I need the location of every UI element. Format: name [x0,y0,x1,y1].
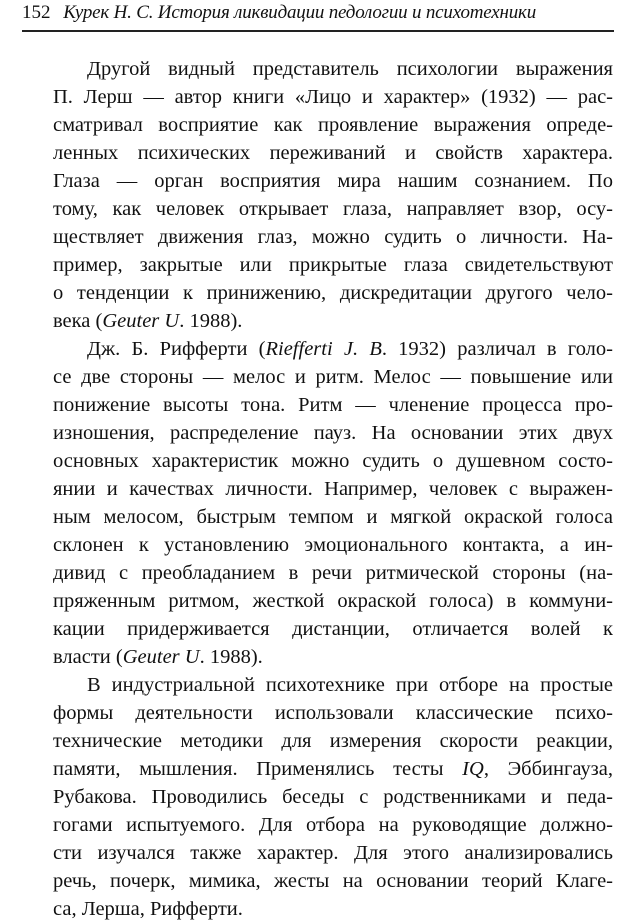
text-line: кации придерживается дистанции, отличается волей к [53,618,613,640]
text-line: Рубакова. Проводились беседы с родственниками и педа- [53,786,613,808]
text-line: основных характеристик можно судить о душевном состо- [53,450,613,472]
text-line: понижение высоты тона. Ритм — членение процесса про- [53,394,613,416]
text-line: сматривал восприятие как проявление выражения опреде- [53,114,613,136]
text-line: се две стороны — мелос и ритм. Мелос — повышение или [53,366,613,388]
text-fragment: . 1932) различал в голо- [381,338,613,360]
text-line: П. Лерш — автор книги «Лицо и характер» (1932) — рас- [53,86,613,108]
text-line: технические методики для измерения скорости реакции, [53,730,613,752]
text-line: гогами испытуемого. Для отбора на руководящие должно- [53,814,613,836]
body-text [53,55,613,923]
citation-author: Riefferti J. B [265,338,382,360]
text-line: ществляет движения глаз, можно судить о личности. На- [53,226,613,248]
text-line: склонен к установлению эмоционального контакта, а ин- [53,534,613,556]
text-line: сти изучался также характер. Для этого анализировались [53,842,613,864]
text-line: ленных психических переживаний и свойств характера. [53,142,613,164]
text-line: тому, как человек открывает глаза, направляет взор, осу- [53,198,613,220]
paragraph-1 [53,55,613,335]
text-fragment: века ( [53,310,103,332]
paragraph-2 [53,335,613,671]
running-head [22,0,612,30]
text-line: Глаза — орган восприятия мира нашим сознанием. По [53,170,613,192]
text-fragment: . 1988). [179,310,243,332]
text-line: формы деятельности использовали классические психо- [53,702,613,724]
citation-author: Geuter U [122,646,200,668]
text-line [53,755,613,783]
text-fragment: Дж. Б. Рифферти ( [87,338,266,360]
paragraph-3 [53,671,613,923]
header-rule [22,30,614,32]
text-line-last [53,643,613,671]
text-line: изношения, распределение пауз. На основании этих двух [53,422,613,444]
text-line: В индустриальной психотехнике при отборе на простые [87,674,613,696]
text-fragment: памяти, мышления. Применялись тесты [53,758,463,780]
text-fragment: , Эббингауза, [483,758,613,780]
citation-author: Geuter U [102,310,180,332]
text-line: ным мелосом, быстрым темпом и мягкой окраской голоса [53,506,613,528]
test-name-iq: IQ [462,758,484,780]
text-line: пример, закрытые или прикрытые глаза свидетельствуют [53,254,613,276]
text-line: янии и качествах личности. Например, человек с выражен- [53,478,613,500]
page-number: 152 [22,2,51,23]
text-line-last: са, Лерша, Рифферти. [53,898,243,920]
text-line-last [53,307,613,335]
text-line [53,335,613,363]
text-line: дивид с преобладанием в речи ритмической стороны (на- [53,562,613,584]
text-fragment: власти ( [53,646,123,668]
running-title: Курек Н. С. История ликвидации педологии и психотехники [63,2,537,23]
text-line: речь, почерк, мимика, жесты на основании теорий Клаге- [53,870,613,892]
text-line: о тенденции к принижению, дискредитации другого чело- [53,282,613,304]
text-line: пряженным ритмом, жесткой окраской голоса) в коммуни- [53,590,613,612]
text-fragment: . 1988). [199,646,263,668]
text-line: Другой видный представитель психологии выражения [87,58,613,80]
